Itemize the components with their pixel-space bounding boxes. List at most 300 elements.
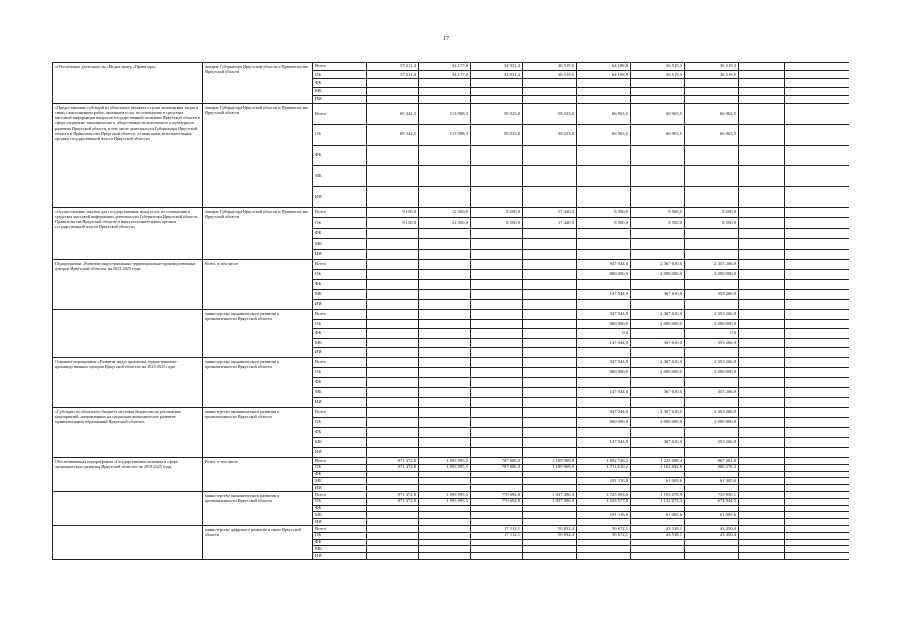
source-label: ФБ [313,146,367,166]
source-label: Всего [313,358,367,367]
amount-cell: 69 342,5 [367,125,419,145]
amount-cell: 66 963,5 [631,104,685,124]
amount-cell [471,348,523,357]
amount-cell: 800 000,0 [577,320,631,329]
funding-source-row [313,218,849,228]
amount-cell [419,260,471,269]
funding-source-row [313,492,849,499]
measure-name [53,492,203,525]
empty-cell [739,300,785,309]
amount-cell [471,260,523,269]
empty-cell [739,208,785,217]
table-row [52,104,849,208]
funding-source-row [313,358,849,368]
funding-source-row [313,388,849,398]
amount-cell [631,348,685,357]
amount-cell: 50 832,4 [523,526,577,532]
amount-cell [523,270,577,279]
funding-source-row [313,478,849,485]
amount-cell [631,239,685,248]
amount-cell: 735 950,1 [685,492,739,498]
measure-name: Обеспечивающая подпрограмма «Государственная политика в сфере экономического развития Иркутской области» на 2019-2025 годы [53,458,203,491]
amount-cell [685,546,739,552]
amount-cell [471,358,523,367]
amount-cell: 12 500,0 [419,208,471,217]
amount-cell [367,519,419,525]
amount-cell: 770 694,8 [471,492,523,498]
amount-cell [685,239,739,248]
page-number: 17 [443,36,449,42]
amount-cell [419,519,471,525]
amount-cell [631,300,685,309]
funding-source-row [313,458,849,465]
amount-cell: 58 023,0 [471,104,523,124]
amount-cell: 61 005,6 [685,478,739,484]
amount-cell: 2 000 000,0 [631,418,685,427]
amount-cell: 2 353 266,9 [685,358,739,367]
amount-cell [419,348,471,357]
amount-cell: 367 610,0 [631,438,685,447]
funding-source-row [313,229,849,239]
amount-cell: 1 093 995,5 [419,458,471,464]
amount-cell: 353 266,9 [685,438,739,447]
amount-cell [685,187,739,207]
amount-cell [631,88,685,95]
empty-cell [739,485,785,491]
amount-cell [523,428,577,437]
amount-cell [523,472,577,478]
amount-cell [419,512,471,518]
amount-cell: 147 044,0 [577,290,631,299]
amount-cell [367,187,419,207]
amount-cell: 367 610,0 [631,339,685,348]
amount-cell: 58 023,0 [523,104,577,124]
amount-cell [367,329,419,338]
empty-cell [739,280,785,289]
amount-cell [523,329,577,338]
amount-cell [419,438,471,447]
empty-cell [739,218,785,227]
empty-cell [739,88,785,95]
empty-cell [739,146,785,166]
amount-cell [367,378,419,387]
amount-cell [577,448,631,457]
measure-name: Основное мероприятие «Развитие индустриальных территориально-производственных центров Иркутской области» на 2023-2025 годы [53,358,203,407]
funding-source-row [313,465,849,472]
funding-source-row [313,96,849,103]
amount-cell: 770 694,8 [471,499,523,505]
amount-cell [523,310,577,319]
empty-cell [739,290,785,299]
amount-cell: 43 538,1 [631,533,685,539]
amount-cell [419,358,471,367]
amount-cell [577,239,631,248]
executor-name: Всего, в том числе [203,458,313,491]
empty-cell [739,519,785,525]
funding-sources [313,208,849,259]
funding-source-row [313,239,849,249]
empty-cell [739,250,785,259]
funding-sources [313,260,849,309]
amount-cell [419,540,471,546]
amount-cell [471,320,523,329]
amount-cell [523,339,577,348]
amount-cell: 61 005,6 [631,478,685,484]
amount-cell [367,229,419,238]
amount-cell: 353 266,9 [685,339,739,348]
empty-cell [739,125,785,145]
amount-cell [419,368,471,377]
amount-cell: 66 963,5 [577,104,631,124]
amount-cell [577,146,631,166]
amount-cell [367,300,419,309]
amount-cell: 806 276,3 [685,465,739,471]
amount-cell [523,478,577,484]
amount-cell [685,280,739,289]
amount-cell: 113 908,3 [419,104,471,124]
amount-cell [367,79,419,86]
amount-cell [367,540,419,546]
source-label: ФБ [313,472,367,478]
funding-source-row [313,300,849,309]
amount-cell [419,290,471,299]
empty-cell [739,71,785,78]
amount-cell [367,485,419,491]
amount-cell [577,166,631,186]
amount-cell [367,270,419,279]
measure-name [53,526,203,559]
amount-cell [631,378,685,387]
source-label: Всего [313,310,367,319]
amount-cell [419,320,471,329]
amount-cell [685,506,739,512]
amount-cell: 871 472,8 [367,492,419,498]
amount-cell [471,553,523,559]
amount-cell [471,339,523,348]
amount-cell: 1 189 969,9 [523,465,577,471]
amount-cell [523,485,577,491]
amount-cell [419,229,471,238]
amount-cell: 1 093 995,5 [419,499,471,505]
amount-cell: 50 832,4 [523,533,577,539]
amount-cell [523,448,577,457]
amount-cell [631,187,685,207]
amount-cell [631,448,685,457]
amount-cell [419,96,471,103]
source-label: ФБ [313,378,367,387]
funding-sources [313,526,849,559]
amount-cell [523,512,577,518]
amount-cell [471,79,523,86]
amount-cell [685,519,739,525]
amount-cell [685,553,739,559]
amount-cell: 181 116,0 [577,512,631,518]
funding-source-row [313,71,849,79]
funding-source-row [313,310,849,320]
amount-cell [523,540,577,546]
funding-source-row [313,418,849,428]
measure-name: «Осуществление закупок для государственных нужд услуг по освещению в средствах массовой информации деятельности Губернатора Иркутской области, Правительства Иркутской области и иных исполнительных органов государственной власти Иркутской области» [53,208,203,259]
amount-cell: 1 132 673,3 [631,499,685,505]
empty-cell [739,310,785,319]
amount-cell: 1 164 692,8 [631,465,685,471]
amount-cell: 147 044,0 [577,388,631,397]
empty-cell [739,478,785,484]
source-label: ОБ [313,368,367,377]
amount-cell: 8 500,0 [631,218,685,227]
amount-cell: 8 500,0 [577,208,631,217]
funding-source-row [313,79,849,87]
amount-cell [685,448,739,457]
amount-cell [471,280,523,289]
amount-cell: 113 908,3 [419,125,471,145]
source-label: Всего [313,260,367,269]
amount-cell: 2 000 000,0 [631,320,685,329]
amount-cell [577,79,631,86]
amount-cell [471,290,523,299]
executor-name: аппарат Губернатора Иркутской области и Правительства Иркутской области [203,104,313,207]
source-label: ИИ [313,485,367,491]
amount-cell [471,438,523,447]
funding-sources [313,458,849,491]
amount-cell: 64 188,8 [577,63,631,70]
measure-name: «Предоставление субсидий из областного бюджета в целях возмещения затрат в связи с выполнением работ, оказанием услуг по освещению в средствах массовой информации вопросов государственной политики Иркутской области в сфере социально-экономического, общественно-политического и культурного развития Иркутской области, в том числе деятельности Губернатора Иркутской области и Правительства Иркутской области, а также иных исполнительных органов государственной власти Иркутской области» [53,104,203,207]
amount-cell: 800 000,0 [577,418,631,427]
funding-source-row [313,260,849,270]
amount-cell: 66 963,5 [577,125,631,145]
amount-cell [631,485,685,491]
amount-cell [577,546,631,552]
amount-cell [523,348,577,357]
source-label: Всего [313,208,367,217]
amount-cell [631,250,685,259]
funding-source-row [313,448,849,457]
amount-cell: 8 500,0 [577,218,631,227]
empty-cell [739,506,785,512]
source-label: ИИ [313,348,367,357]
amount-cell: 56 672,1 [577,526,631,532]
amount-cell: 871 472,8 [367,465,419,471]
amount-cell [419,546,471,552]
amount-cell: 947 044,0 [577,310,631,319]
empty-cell [739,270,785,279]
amount-cell: 36 519,3 [631,71,685,78]
amount-cell [367,260,419,269]
amount-cell: 36 519,3 [685,63,739,70]
amount-cell: 17 440,5 [523,218,577,227]
measure-name: Подпрограмма «Развитие индустриальных территориально-производственных центров Иркутской области» на 2023-2025 годы [53,260,203,309]
funding-source-row [313,428,849,438]
funding-source-row [313,329,849,339]
funding-source-row [313,546,849,553]
funding-source-row [313,553,849,559]
amount-cell [631,546,685,552]
amount-cell [685,146,739,166]
funding-sources [313,104,849,207]
amount-cell: 34 177,0 [419,71,471,78]
amount-cell [685,166,739,186]
source-label: ОБ [313,533,367,539]
amount-cell [367,506,419,512]
source-label: МБ [313,88,367,95]
amount-cell [631,428,685,437]
source-label: ФБ [313,79,367,86]
amount-cell [631,166,685,186]
amount-cell [471,408,523,417]
source-label: ФБ [313,229,367,238]
amount-cell [419,388,471,397]
amount-cell [367,408,419,417]
empty-cell [739,96,785,103]
amount-cell: 947 044,0 [577,358,631,367]
source-label: ИИ [313,553,367,559]
source-label: ФБ [313,280,367,289]
amount-cell [631,553,685,559]
amount-cell [685,250,739,259]
empty-cell [739,540,785,546]
empty-cell [739,260,785,269]
amount-cell: 34 931,4 [471,71,523,78]
amount-cell [523,358,577,367]
empty-cell [739,398,785,407]
amount-cell [685,428,739,437]
empty-cell [739,533,785,539]
source-label: ОБ [313,125,367,145]
amount-cell [419,526,471,532]
amount-cell: 1 093 995,5 [419,492,471,498]
amount-cell: 9 150,0 [367,218,419,227]
amount-cell [419,408,471,417]
amount-cell [523,146,577,166]
source-label: МБ [313,546,367,552]
amount-cell: 8 500,0 [471,218,523,227]
amount-cell [419,418,471,427]
amount-cell [419,428,471,437]
amount-cell [471,250,523,259]
amount-cell [367,239,419,248]
amount-cell [471,270,523,279]
amount-cell [471,300,523,309]
amount-cell: 34 177,0 [419,63,471,70]
empty-cell [739,79,785,86]
amount-cell: 871 472,8 [367,458,419,464]
amount-cell: 867 281,9 [685,458,739,464]
amount-cell [685,485,739,491]
amount-cell: 367 610,0 [631,388,685,397]
amount-cell [523,79,577,86]
amount-cell: 353 266,9 [685,290,739,299]
amount-cell: 947 044,0 [577,408,631,417]
source-label: Всего [313,63,367,70]
amount-cell: 43 538,1 [631,526,685,532]
amount-cell [367,553,419,559]
table-row [52,458,849,492]
source-label: ИИ [313,519,367,525]
amount-cell [631,229,685,238]
amount-cell [367,250,419,259]
amount-cell [631,472,685,478]
amount-cell [367,438,419,447]
amount-cell [577,300,631,309]
empty-cell [739,63,785,70]
source-label: ФБ [313,540,367,546]
source-label: МБ [313,166,367,186]
amount-cell: 61 005,6 [685,512,739,518]
executor-name: министерство экономического развития и промышленности Иркутской области [203,310,313,357]
executor-name: министерство экономического развития и промышленности Иркутской области [203,408,313,457]
empty-cell [739,526,785,532]
amount-cell: 0,0 [685,329,739,338]
executor-name: министерство экономического развития и промышленности Иркутской области [203,358,313,407]
amount-cell [523,96,577,103]
amount-cell [419,533,471,539]
funding-source-row [313,270,849,280]
amount-cell [523,187,577,207]
source-label: ФБ [313,329,367,338]
source-label: ФБ [313,428,367,437]
amount-cell [471,540,523,546]
amount-cell [577,96,631,103]
funding-source-row [313,526,849,533]
empty-cell [739,239,785,248]
source-label: ОБ [313,218,367,227]
amount-cell [471,187,523,207]
amount-cell [419,378,471,387]
amount-cell [419,329,471,338]
amount-cell [367,146,419,166]
empty-cell [739,320,785,329]
funding-source-row [313,499,849,506]
funding-source-row [313,166,849,187]
amount-cell: 66 963,5 [631,125,685,145]
amount-cell [577,280,631,289]
amount-cell [471,96,523,103]
amount-cell [367,348,419,357]
amount-cell: 0,0 [577,329,631,338]
amount-cell [631,506,685,512]
source-label: ОБ [313,418,367,427]
amount-cell [523,88,577,95]
amount-cell: 1 037 496,3 [523,499,577,505]
executor-name: аппарат Губернатора Иркутской области и Правительства Иркутской области [203,208,313,259]
measure-name: «Субсидии из областного бюджета местным бюджетам на реализацию мероприятий, направленных на социально-экономическое развитие муниципальных образований Иркутской области» [53,408,203,457]
funding-source-row [313,290,849,300]
funding-source-row [313,398,849,407]
amount-cell [471,329,523,338]
amount-cell: 17 112,1 [471,533,523,539]
amount-cell: 181 116,0 [577,478,631,484]
amount-cell [419,339,471,348]
amount-cell [523,250,577,259]
amount-cell: 64 188,8 [577,71,631,78]
amount-cell: 66 963,5 [685,104,739,124]
source-label: Всего [313,408,367,417]
amount-cell [577,187,631,207]
empty-cell [739,329,785,338]
amount-cell: 17 440,5 [523,208,577,217]
table-row [52,526,849,560]
amount-cell [419,79,471,86]
funding-source-row [313,533,849,540]
amount-cell [367,388,419,397]
amount-cell: 147 044,0 [577,438,631,447]
amount-cell: 2 367 610,0 [631,260,685,269]
empty-cell [739,546,785,552]
amount-cell [367,472,419,478]
amount-cell [577,229,631,238]
funding-source-row [313,187,849,207]
amount-cell: 36 519,5 [523,71,577,78]
